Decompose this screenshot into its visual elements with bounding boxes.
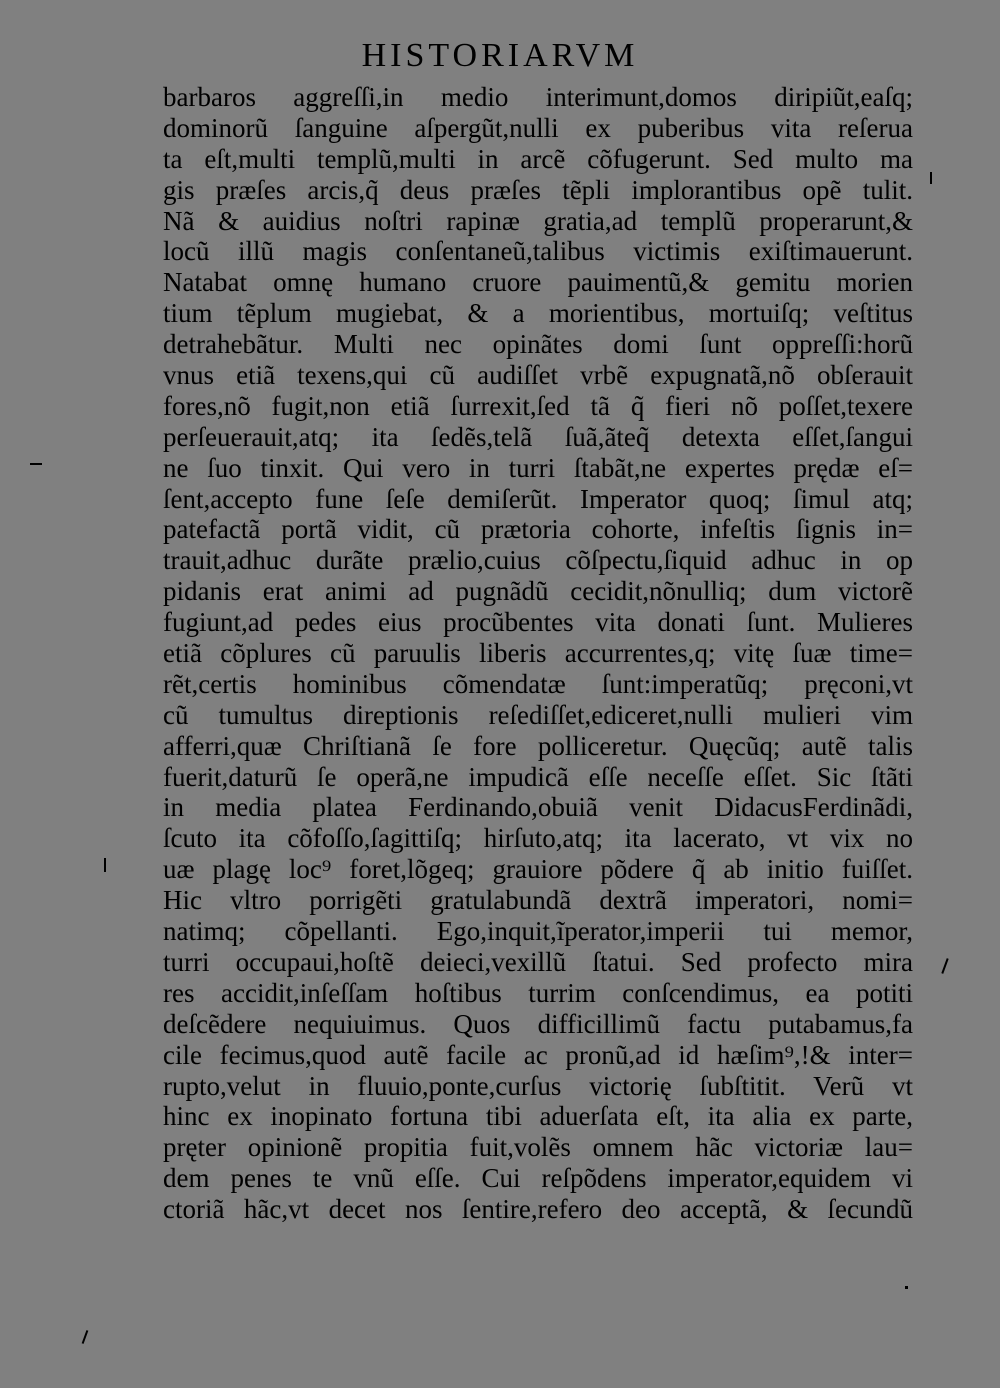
text-line: natimq; cõpellanti. Ego,inquit,ĩperator,imperii tui memor, <box>163 916 913 947</box>
text-line: deſcẽdere nequiuimus. Quos difficillimũ factu putabamus,fa <box>163 1008 913 1039</box>
margin-mark <box>941 958 948 974</box>
text-line: ſent,accepto fune ſeſe demiſerũt. Imperator quoq; ſimul atq; <box>163 483 913 514</box>
text-line: afferri,quæ Chriſtianã ſe fore polliceretur. Quęcũq; autẽ talis <box>163 730 913 761</box>
text-line: ſcuto ita cõfoſſo,ſagittiſq; hirſuto,atq; ita lacerato, vt vix no <box>163 823 913 854</box>
margin-mark <box>905 1286 908 1289</box>
text-line: turri occupaui,hoſtẽ deieci,vexillũ ſtatui. Sed profecto mira <box>163 946 913 977</box>
text-line: barbaros aggreſſi,in medio interimunt,domos diripiũt,eaſq; <box>163 82 913 112</box>
margin-mark <box>930 172 932 184</box>
text-line: rupto,velut in fluuio,ponte,curſus victorię ſubſtitit. Verũ vt <box>163 1070 913 1101</box>
text-line: uæ plagę loc⁹ foret,lõgeq; grauiore põdere q̃ ab initio fuiſſet. <box>163 854 913 885</box>
text-line: fuerit,daturũ ſe operã,ne impudicã eſſe neceſſe eſſet. Sic ſtãti <box>163 761 913 792</box>
text-line: pręter opinionẽ propitia fuit,volẽs omnem hãc victoriæ lau= <box>163 1132 913 1163</box>
text-line: hinc ex inopinato fortuna tibi aduerſata eſt, ita alia ex parte, <box>163 1101 913 1132</box>
text-line: dem penes te vnũ eſſe. Cui reſpõdens imperator,equidem vi <box>163 1163 913 1194</box>
margin-mark <box>104 858 106 872</box>
text-line: fugiunt,ad pedes eius procũbentes vita donati ſunt. Mulieres <box>163 607 913 638</box>
text-line: gis præſes arcis,q̃ deus præſes tẽpli implorantibus opẽ tulit. <box>163 174 913 205</box>
text-line: in media platea Ferdinando,obuiã venit DidacusFerdinãdi, <box>163 792 913 823</box>
text-line: ta eſt,multi templũ,multi in arcẽ cõfugerunt. Sed multo ma <box>163 143 913 174</box>
text-line: fores,nõ fugit,non etiã ſurrexit,ſed tã q̃ fieri nõ poſſet,texere <box>163 390 913 421</box>
text-line: ctoriã hãc,vt decet nos ſentire,refero deo acceptã, & ſecundũ <box>163 1194 913 1225</box>
text-line: tium tẽplum mugiebat, & a morientibus, mortuiſq; veſtitus <box>163 298 913 329</box>
text-line: pidanis erat animi ad pugnãdũ cecidit,nõnulliq; dum victorẽ <box>163 576 913 607</box>
text-line: vnus etiã texens,qui cũ audiſſet vrbẽ expugnatã,nõ obſerauit <box>163 360 913 391</box>
text-line: cile fecimus,quod autẽ facile ac pronũ,ad id hæſim⁹,!& inter= <box>163 1039 913 1070</box>
margin-mark <box>82 1330 89 1344</box>
text-line: Hic vltro porrigẽti gratulabundã dextrã imperatori, nomi= <box>163 885 913 916</box>
text-line: ne ſuo tinxit. Qui vero in turri ſtabãt,ne expertes prędæ eſ= <box>163 452 913 483</box>
running-head: HISTORIARVM <box>361 37 639 74</box>
text-line: Natabat omnę humano cruore pauimentũ,& gemitu morien <box>163 267 913 298</box>
text-line: cũ tumultus direptionis reſediſſet,ediceret,nulli mulieri vim <box>163 699 913 730</box>
text-line: etiã cõplures cũ paruulis liberis accurrentes,q; vitę ſuæ time= <box>163 638 913 669</box>
text-line: locũ illũ magis conſentaneũ,talibus victimis exiſtimauerunt. <box>163 236 913 267</box>
text-line: res accidit,inſeſſam hoſtibus turrim conſcendimus, ea potiti <box>163 977 913 1008</box>
text-line: rẽt,certis hominibus cõmendatæ ſunt:imperatũq; pręconi,vt <box>163 668 913 699</box>
text-line: patefactã portã vidit, cũ prætoria cohorte, infeſtis ſignis in= <box>163 514 913 545</box>
body-text <box>163 82 913 1225</box>
text-line: trauit,adhuc durãte prælio,cuius cõſpectu,ſiquid adhuc in op <box>163 545 913 576</box>
text-line: Nã & auidius noſtri rapinæ gratia,ad templũ properarunt,& <box>163 205 913 236</box>
text-line: detrahebãtur. Multi nec opinãtes domi ſunt oppreſſi:horũ <box>163 329 913 360</box>
margin-mark <box>30 463 42 465</box>
text-line: dominorũ ſanguine aſpergũt,nulli ex puberibus vita reſerua <box>163 112 913 143</box>
text-line: perſeuerauit,atq; ita ſedẽs,telã ſuã,ãteq̃ detexta eſſet,ſangui <box>163 421 913 452</box>
